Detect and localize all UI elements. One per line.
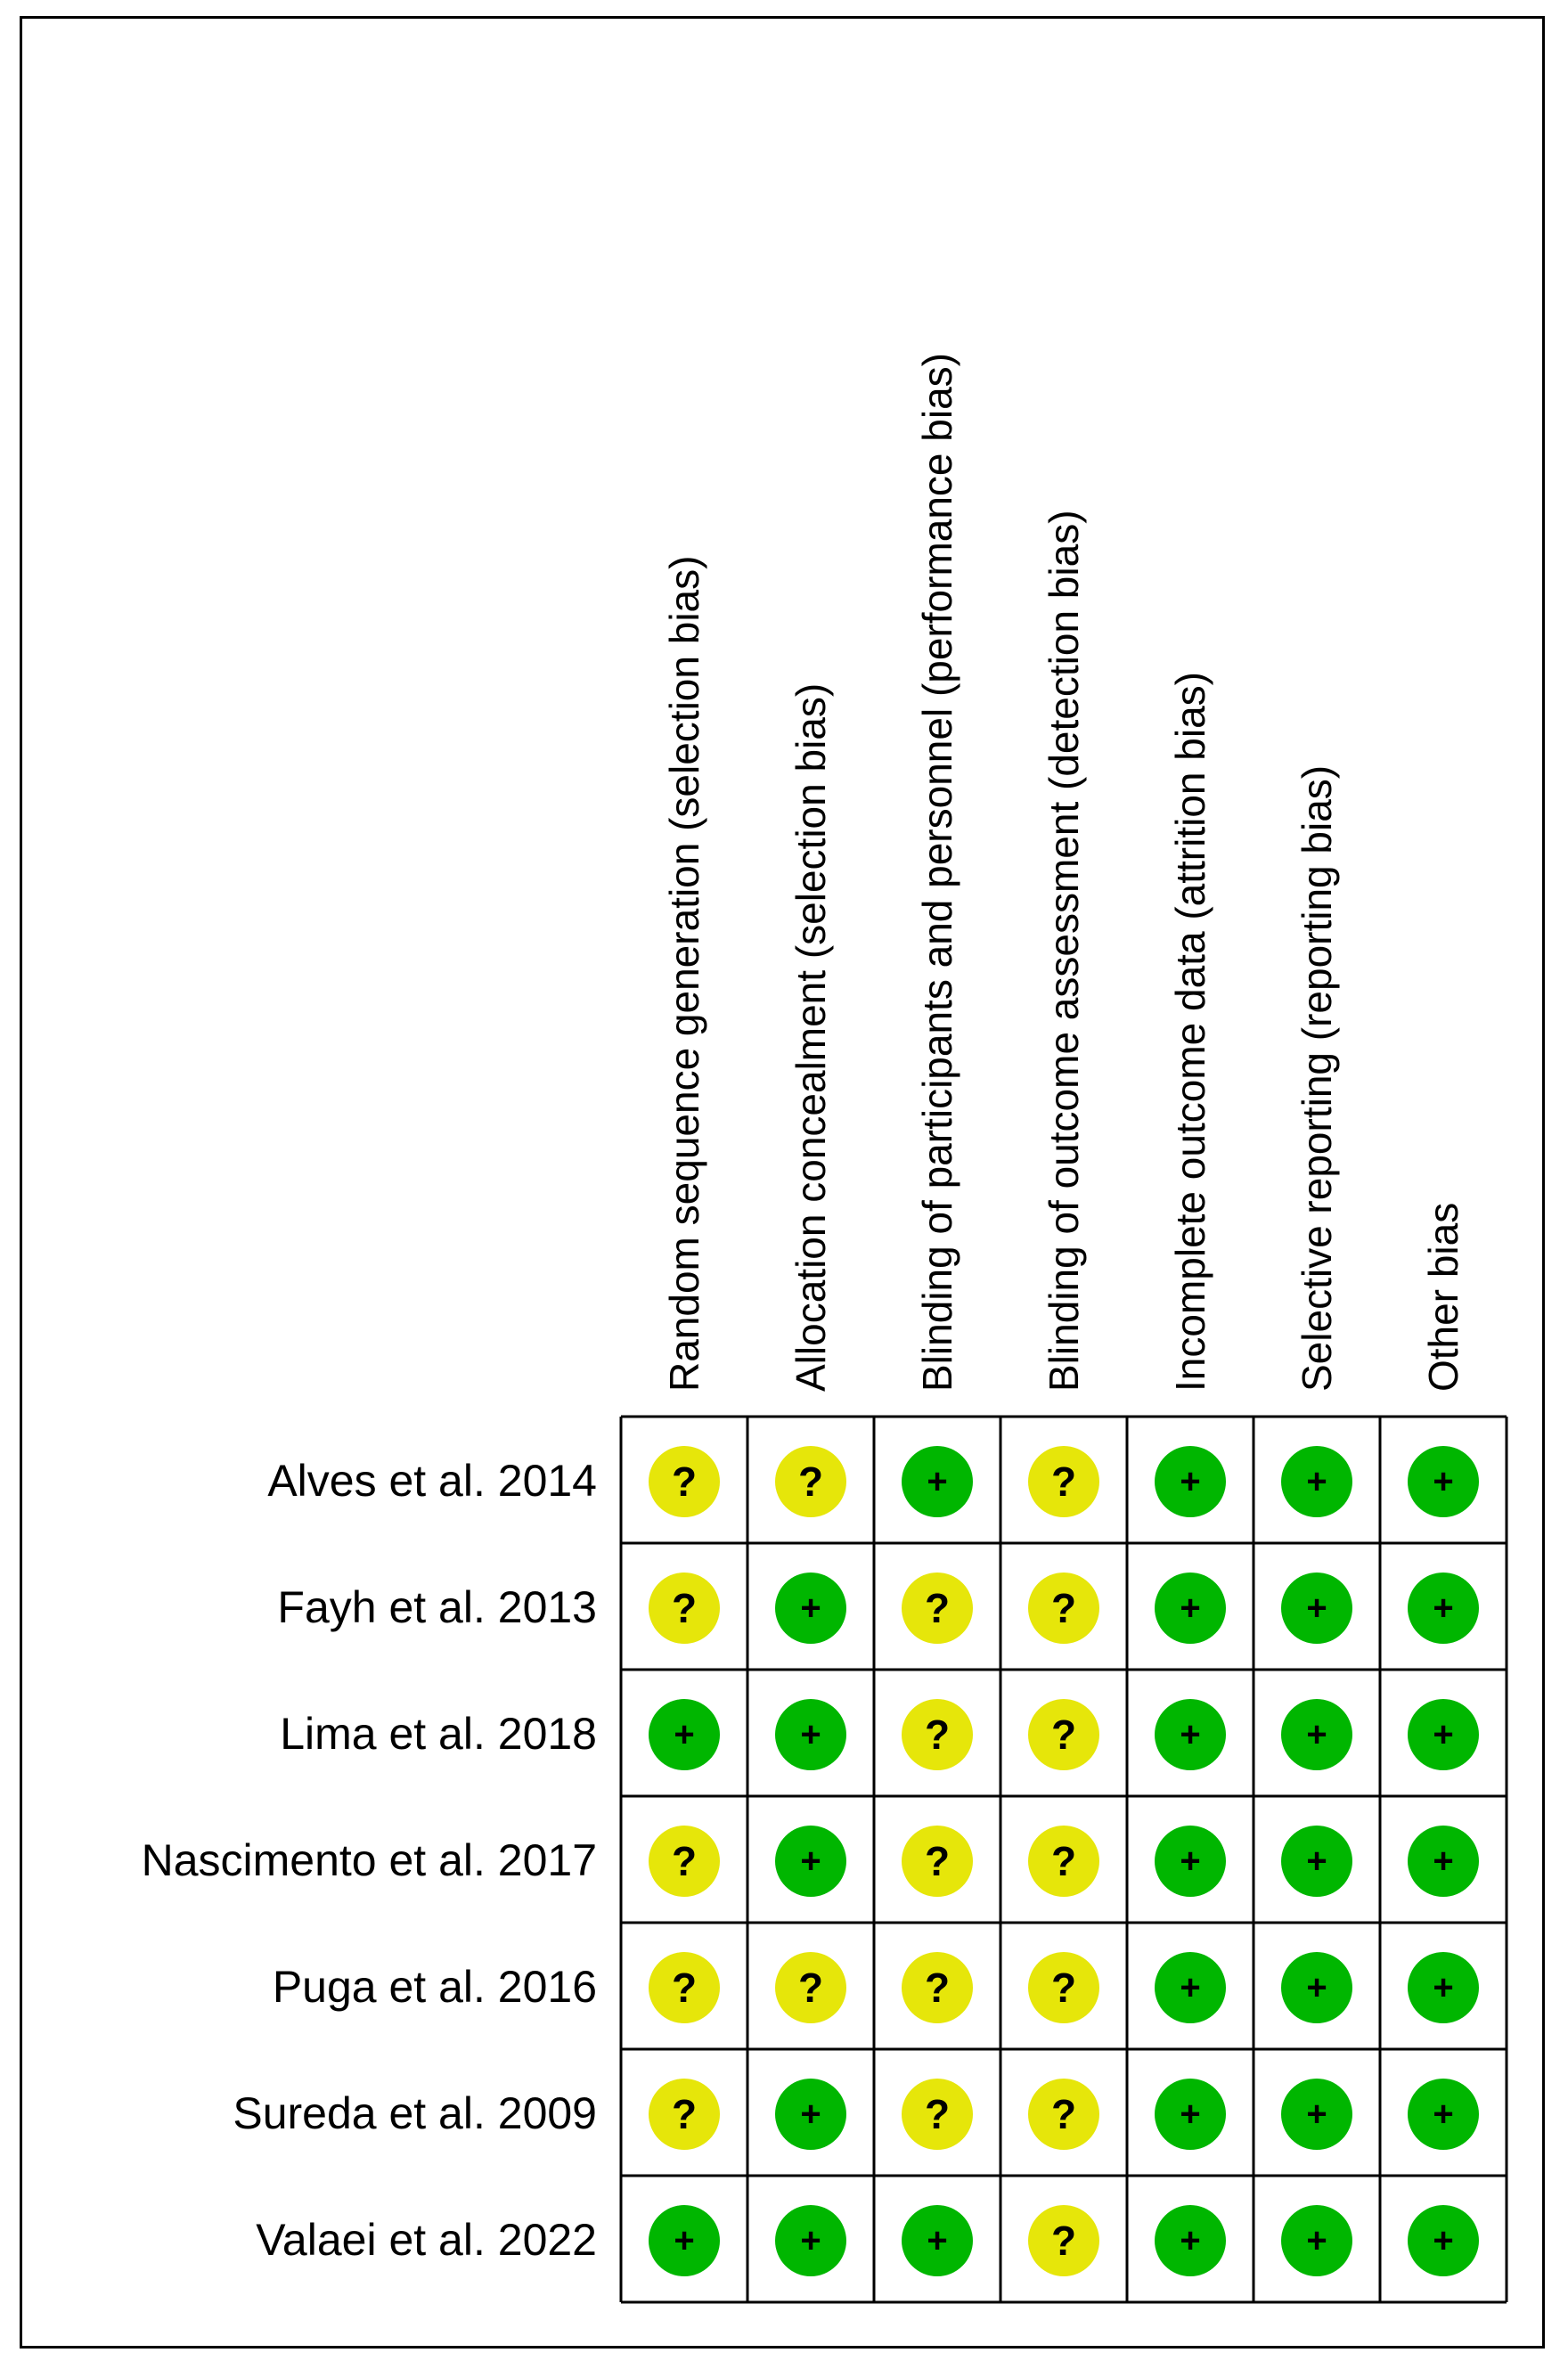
rating-mark-low <box>1155 2205 1226 2276</box>
rating-symbol: ? <box>797 1458 824 1505</box>
rating-mark-unclear <box>775 1952 846 2023</box>
study-label: Lima et al. 2018 <box>280 1709 597 1759</box>
rating-mark-unclear <box>902 2079 973 2150</box>
rating-mark-low <box>649 1699 720 1770</box>
rating-symbol: ? <box>924 1585 951 1631</box>
rating-symbol: + <box>1180 1715 1201 1754</box>
rating-mark-unclear <box>1028 1573 1099 1644</box>
rating-mark-low <box>775 1699 846 1770</box>
rating-mark-unclear <box>902 1573 973 1644</box>
rating-symbol: + <box>1180 1968 1201 2007</box>
rating-symbol: + <box>1306 2095 1327 2134</box>
rating-mark-unclear <box>902 1826 973 1897</box>
rating-symbol: + <box>1433 1462 1454 1501</box>
rating-symbol: ? <box>671 1838 698 1884</box>
rating-symbol: + <box>800 1842 821 1881</box>
rating-symbol: + <box>1306 1715 1327 1754</box>
study-label: Valaei et al. 2022 <box>256 2215 597 2265</box>
rating-symbol: + <box>1433 1968 1454 2007</box>
rating-symbol: + <box>1433 1842 1454 1881</box>
rating-symbol: + <box>1180 2221 1201 2260</box>
rating-mark-low <box>649 2205 720 2276</box>
rating-mark-low <box>1155 1699 1226 1770</box>
rating-symbol: ? <box>671 1458 698 1505</box>
rating-mark-low <box>775 2205 846 2276</box>
rating-mark-unclear <box>649 1952 720 2023</box>
rating-symbol: ? <box>1050 1458 1077 1505</box>
rating-symbol: ? <box>1050 2091 1077 2137</box>
rating-symbol: + <box>1180 1842 1201 1881</box>
rating-symbol: ? <box>924 1838 951 1884</box>
rating-symbol: ? <box>924 1965 951 2011</box>
rating-mark-unclear <box>649 1826 720 1897</box>
rating-symbol: + <box>800 1589 821 1628</box>
rating-mark-unclear <box>1028 1699 1099 1770</box>
rating-mark-unclear <box>649 2079 720 2150</box>
rating-symbol: ? <box>671 2091 698 2137</box>
rating-symbol: + <box>800 2095 821 2134</box>
rating-mark-unclear <box>902 1699 973 1770</box>
rating-mark-low <box>1408 1952 1479 2023</box>
rating-mark-low <box>1408 1446 1479 1517</box>
rating-symbol: ? <box>1050 1711 1077 1758</box>
rating-symbol: ? <box>1050 1838 1077 1884</box>
rating-mark-low <box>775 1573 846 1644</box>
rating-mark-low <box>1408 1826 1479 1897</box>
rating-mark-low <box>1281 1826 1352 1897</box>
rating-symbol: ? <box>671 1965 698 2011</box>
rating-mark-low <box>1281 2079 1352 2150</box>
rating-mark-low <box>1155 1952 1226 2023</box>
rating-mark-low <box>1281 2205 1352 2276</box>
rating-mark-low <box>1408 1573 1479 1644</box>
rating-symbol: + <box>1306 1589 1327 1628</box>
rating-mark-low <box>1408 1699 1479 1770</box>
rating-mark-unclear <box>649 1573 720 1644</box>
rating-mark-low <box>1155 1573 1226 1644</box>
rating-mark-unclear <box>1028 2205 1099 2276</box>
domain-header-4: Blinding of outcome assessment (detection bias) <box>1041 510 1087 1392</box>
rating-symbol: + <box>800 2221 821 2260</box>
rating-mark-unclear <box>902 1952 973 2023</box>
rating-mark-unclear <box>1028 1826 1099 1897</box>
study-labels <box>142 1456 597 2265</box>
rating-symbol: + <box>1306 1968 1327 2007</box>
rating-symbol: + <box>1306 1842 1327 1881</box>
rating-symbol: + <box>1180 1589 1201 1628</box>
domain-headers <box>661 353 1466 1392</box>
rating-symbol: + <box>800 1715 821 1754</box>
rating-mark-low <box>902 1446 973 1517</box>
rating-symbol: ? <box>1050 1965 1077 2011</box>
rating-symbol: + <box>1433 1715 1454 1754</box>
rating-symbol: + <box>674 1715 695 1754</box>
study-label: Alves et al. 2014 <box>267 1456 597 1506</box>
rating-mark-low <box>1408 2079 1479 2150</box>
rating-mark-low <box>1408 2205 1479 2276</box>
rating-symbol: ? <box>924 1711 951 1758</box>
rating-symbol: ? <box>1050 2218 1077 2264</box>
rating-grid <box>621 1417 1507 2302</box>
rating-symbol: + <box>674 2221 695 2260</box>
rating-mark-unclear <box>1028 1952 1099 2023</box>
rating-symbol: + <box>927 1462 948 1501</box>
rating-symbol: + <box>1180 2095 1201 2134</box>
rating-mark-low <box>775 1826 846 1897</box>
rating-symbol: ? <box>924 2091 951 2137</box>
domain-header-7: Other bias <box>1420 1202 1466 1392</box>
rating-mark-low <box>775 2079 846 2150</box>
rating-mark-unclear <box>1028 1446 1099 1517</box>
study-label: Nascimento et al. 2017 <box>141 1835 597 1885</box>
rating-symbol: + <box>1306 2221 1327 2260</box>
domain-header-3: Blinding of participants and personnel (performance bias) <box>914 353 960 1392</box>
rating-symbol: + <box>1433 2221 1454 2260</box>
rating-symbol: + <box>1306 1462 1327 1501</box>
rating-symbol: + <box>1180 1462 1201 1501</box>
rating-mark-low <box>1155 1826 1226 1897</box>
rating-symbol: + <box>1433 2095 1454 2134</box>
domain-header-5: Incomplete outcome data (attrition bias) <box>1167 672 1213 1392</box>
domain-header-1: Random sequence generation (selection bias) <box>661 555 707 1392</box>
rating-mark-low <box>1281 1446 1352 1517</box>
study-label: Puga et al. 2016 <box>272 1962 597 2012</box>
rating-symbol: + <box>1433 1589 1454 1628</box>
domain-header-2: Allocation concealment (selection bias) <box>788 682 834 1392</box>
rating-mark-low <box>1281 1952 1352 2023</box>
rating-mark-low <box>902 2205 973 2276</box>
rating-mark-low <box>1155 1446 1226 1517</box>
rating-symbol: ? <box>671 1585 698 1631</box>
rating-mark-unclear <box>649 1446 720 1517</box>
rating-mark-unclear <box>1028 2079 1099 2150</box>
rating-mark-unclear <box>775 1446 846 1517</box>
rating-symbol: + <box>927 2221 948 2260</box>
rating-mark-low <box>1281 1573 1352 1644</box>
rating-mark-low <box>1155 2079 1226 2150</box>
rating-symbol: ? <box>1050 1585 1077 1631</box>
rating-mark-low <box>1281 1699 1352 1770</box>
domain-header-6: Selective reporting (reporting bias) <box>1294 764 1340 1392</box>
study-label: Sureda et al. 2009 <box>233 2088 597 2138</box>
study-label: Fayh et al. 2013 <box>277 1582 597 1632</box>
rating-symbol: ? <box>797 1965 824 2011</box>
